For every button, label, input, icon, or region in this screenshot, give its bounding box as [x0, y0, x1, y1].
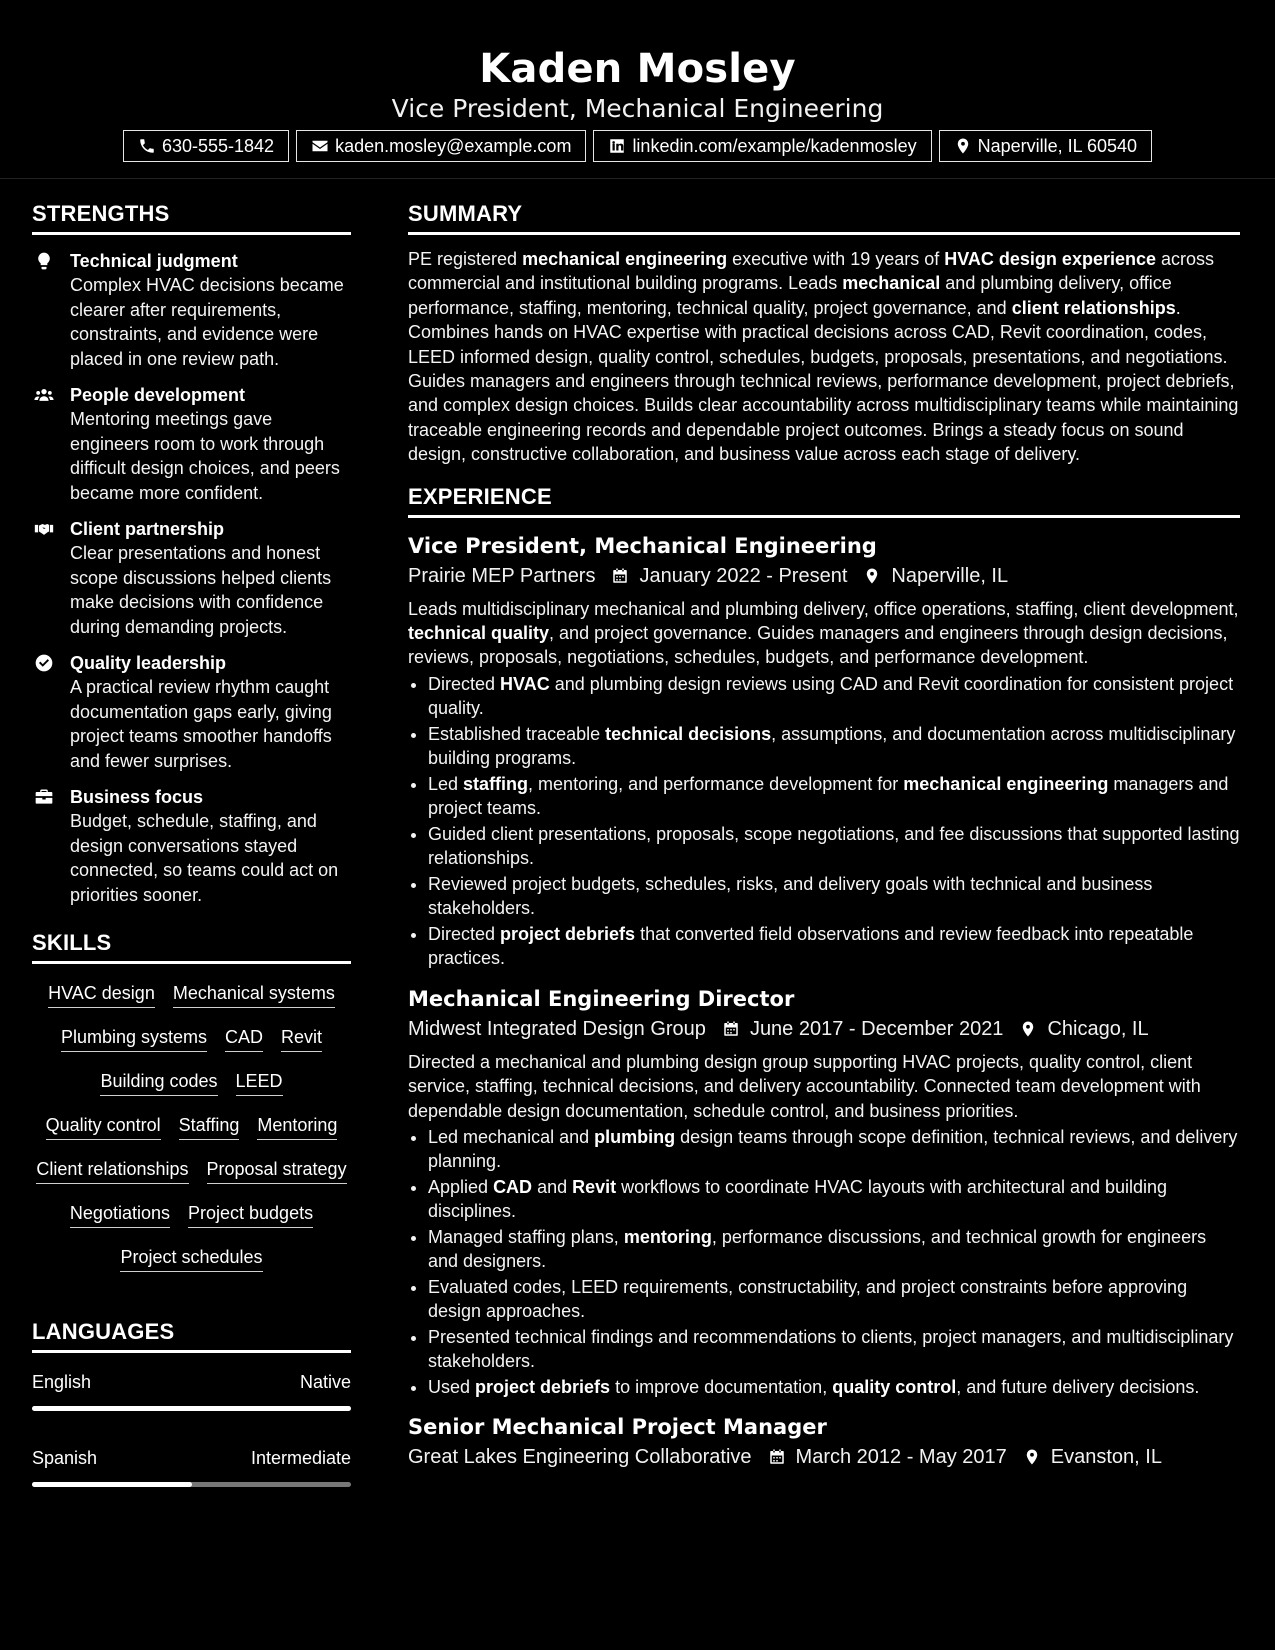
skill-tag: Plumbing systems	[61, 1026, 207, 1052]
strength-item	[32, 651, 351, 773]
strength-desc: Budget, schedule, staffing, and design conversations stayed connected, so teams could act on priorities sooner.	[70, 811, 339, 905]
summary-section	[408, 200, 1240, 467]
job-bullet: • Presented technical findings and recommendations to clients, project managers, and multidisciplinary stakeholders.	[428, 1325, 1240, 1374]
skills-list	[32, 982, 351, 1272]
calendar-icon	[722, 1020, 740, 1038]
linkedin-icon	[608, 137, 626, 155]
strength-title: Business focus	[70, 787, 204, 807]
job-company: Great Lakes Engineering Collaborative	[408, 1446, 752, 1469]
job-bullet: • Reviewed project budgets, schedules, risks, and delivery goals with technical and business stakeholders.	[428, 872, 1240, 921]
job-meta	[408, 1444, 1240, 1470]
calendar-icon	[611, 567, 629, 585]
job-bullet: • Evaluated codes, LEED requirements, constructability, and project constraints before approving design approaches.	[428, 1275, 1240, 1324]
job-entry	[408, 985, 1240, 1400]
job-description: Leads multidisciplinary mechanical and plumbing delivery, office operations, staffing, client development, technical quality, and project governance. Guides managers and engineers through design decisions, reviews, proposals, negotiations, schedules, budgets, and performance development.	[408, 598, 1239, 668]
language-item	[32, 1447, 351, 1487]
job-bullet: • Directed project debriefs that converted field observations and review feedback into repeatable practices.	[428, 922, 1240, 971]
job-meta	[408, 1016, 1240, 1042]
job-dates: January 2022 - Present	[639, 564, 848, 587]
skill-tag: Staffing	[179, 1114, 240, 1140]
contact-linkedin-text: linkedin.com/example/kadenmosley	[632, 135, 917, 156]
strength-item	[32, 383, 351, 505]
strength-title: Technical judgment	[70, 251, 238, 271]
contact-location-text: Naperville, IL 60540	[977, 135, 1138, 156]
job-bullet: • Led mechanical and plumbing design teams through scope definition, technical reviews, and delivery planning.	[428, 1125, 1240, 1174]
map-pin-icon	[1023, 1448, 1041, 1466]
skill-tag: Building codes	[100, 1070, 217, 1096]
left-column	[32, 200, 351, 1487]
language-level: Native	[299, 1372, 351, 1392]
contact-phone-text: 630-555-1842	[161, 135, 275, 156]
skill-tag: Project schedules	[120, 1246, 262, 1272]
job-title: Mechanical Engineering Director	[408, 986, 795, 1011]
job-bullet: • Applied CAD and Revit workflows to coordinate HVAC layouts with architectural and building disciplines.	[428, 1175, 1240, 1224]
job-description: Directed a mechanical and plumbing design group supporting HVAC projects, quality control, client service, staffing, technical decisions, and delivery accountability. Connected team development with dependable design documentation, schedule control, and business priorities.	[408, 1051, 1201, 1121]
job-entry	[408, 1413, 1240, 1470]
map-pin-icon	[1019, 1020, 1037, 1038]
candidate-name: Kaden Mosley	[479, 46, 796, 92]
job-bullet: • Used project debriefs to improve documentation, quality control, and future delivery decisions.	[428, 1375, 1240, 1399]
experience-section	[408, 483, 1240, 1471]
job-entry	[408, 532, 1240, 971]
job-company: Midwest Integrated Design Group	[408, 1017, 706, 1040]
language-name: English	[32, 1372, 92, 1392]
strength-desc: Clear presentations and honest scope discussions helped clients make decisions with confidence during demanding projects.	[70, 543, 332, 637]
briefcase-icon	[34, 787, 54, 807]
job-meta	[408, 563, 1240, 589]
skill-tag: CAD	[225, 1026, 263, 1052]
skill-tag: Mechanical systems	[173, 982, 335, 1008]
skill-tag: Revit	[281, 1026, 322, 1052]
phone-icon	[138, 137, 156, 155]
job-bullet: • Guided client presentations, proposals, scope negotiations, and fee discussions that supported lasting relationships.	[428, 822, 1240, 871]
right-column	[408, 200, 1240, 1470]
contact-location	[939, 130, 1152, 162]
languages-heading: LANGUAGES	[32, 1318, 351, 1353]
map-pin-icon	[954, 137, 972, 155]
strengths-heading: STRENGTHS	[32, 200, 351, 235]
check-circle-icon	[34, 653, 54, 673]
strengths-section	[32, 200, 351, 907]
language-level: Intermediate	[250, 1448, 351, 1468]
skill-tag: LEED	[236, 1070, 283, 1096]
skills-heading: SKILLS	[32, 929, 351, 964]
job-bullets	[408, 672, 1240, 971]
candidate-title: Vice President, Mechanical Engineering	[391, 94, 884, 123]
contact-linkedin[interactable]	[593, 130, 931, 162]
job-list	[408, 532, 1240, 1471]
strength-title: Quality leadership	[70, 653, 227, 673]
strength-item	[32, 785, 351, 907]
language-item	[32, 1371, 351, 1411]
summary-heading: SUMMARY	[408, 200, 1240, 235]
job-bullet: • Established traceable technical decisions, assumptions, and documentation across multidisciplinary building programs.	[428, 722, 1240, 771]
language-proficiency-fill	[32, 1482, 192, 1487]
job-bullet: • Managed staffing plans, mentoring, performance discussions, and technical growth for engineers and designers.	[428, 1225, 1240, 1274]
skill-tag: Proposal strategy	[207, 1158, 347, 1184]
job-bullet: • Directed HVAC and plumbing design reviews using CAD and Revit coordination for consistent project quality.	[428, 672, 1240, 721]
skill-tag: HVAC design	[48, 982, 155, 1008]
job-bullet: • Led staffing, mentoring, and performance development for mechanical engineering managers and project teams.	[428, 772, 1240, 821]
strength-desc: A practical review rhythm caught documentation gaps early, giving project teams smoother handoffs and fewer surprises.	[70, 677, 332, 771]
summary-text: PE registered mechanical engineering executive with 19 years of HVAC design experience across commercial and institutional building programs. Leads mechanical and plumbing delivery, office performance, staffing, mentoring, technical quality, project governance, and client relationships. Combines hands on HVAC expertise with practical decisions across CAD, Revit coordination, codes, LEED informed design, quality control, schedules, budgets, proposals, presentations, and negotiations. Guides managers and engineers through technical reviews, performance development, project debriefs, and complex design choices. Builds clear accountability across multidisciplinary teams while maintaining traceable engineering records and dependable project outcomes. Brings a steady focus on sound design, constructive collaboration, and business value across each stage of delivery.	[408, 249, 1239, 465]
strength-title: People development	[70, 385, 246, 405]
strength-desc: Mentoring meetings gave engineers room to work through difficult design choices, and peers became more confident.	[70, 409, 340, 503]
language-proficiency-bar	[32, 1406, 351, 1411]
strength-title: Client partnership	[70, 519, 225, 539]
strength-item	[32, 249, 351, 371]
job-bullets	[408, 1125, 1240, 1399]
job-company: Prairie MEP Partners	[408, 564, 596, 587]
job-location: Chicago, IL	[1047, 1017, 1149, 1040]
job-dates: June 2017 - December 2021	[749, 1017, 1004, 1040]
language-name: Spanish	[32, 1448, 98, 1468]
strength-desc: Complex HVAC decisions became clearer after requirements, constraints, and evidence were placed in one review path.	[70, 275, 344, 369]
language-proficiency-fill	[32, 1406, 351, 1411]
job-dates: March 2012 - May 2017	[795, 1446, 1007, 1469]
handshake-icon	[34, 519, 54, 539]
resume-header	[0, 0, 1275, 179]
users-icon	[34, 385, 54, 405]
contact-email[interactable]	[296, 130, 586, 162]
skill-tag: Client relationships	[36, 1158, 188, 1184]
job-title: Vice President, Mechanical Engineering	[408, 533, 877, 558]
skill-tag: Quality control	[46, 1114, 161, 1140]
strength-item	[32, 517, 351, 639]
map-pin-icon	[863, 567, 881, 585]
skill-tag: Negotiations	[70, 1202, 170, 1228]
contact-phone[interactable]	[123, 130, 289, 162]
job-title: Senior Mechanical Project Manager	[408, 1415, 827, 1440]
contact-bar	[0, 130, 1275, 162]
skills-section	[32, 929, 351, 1272]
skill-tag: Mentoring	[257, 1114, 337, 1140]
languages-section	[32, 1318, 351, 1487]
skill-tag: Project budgets	[188, 1202, 313, 1228]
language-proficiency-bar	[32, 1482, 351, 1487]
job-location: Naperville, IL	[891, 564, 1009, 587]
job-location: Evanston, IL	[1050, 1446, 1162, 1469]
calendar-icon	[768, 1448, 786, 1466]
contact-email-text: kaden.mosley@example.com	[335, 135, 572, 156]
experience-heading: EXPERIENCE	[408, 483, 1240, 518]
lightbulb-icon	[34, 251, 54, 271]
envelope-icon	[311, 137, 329, 155]
